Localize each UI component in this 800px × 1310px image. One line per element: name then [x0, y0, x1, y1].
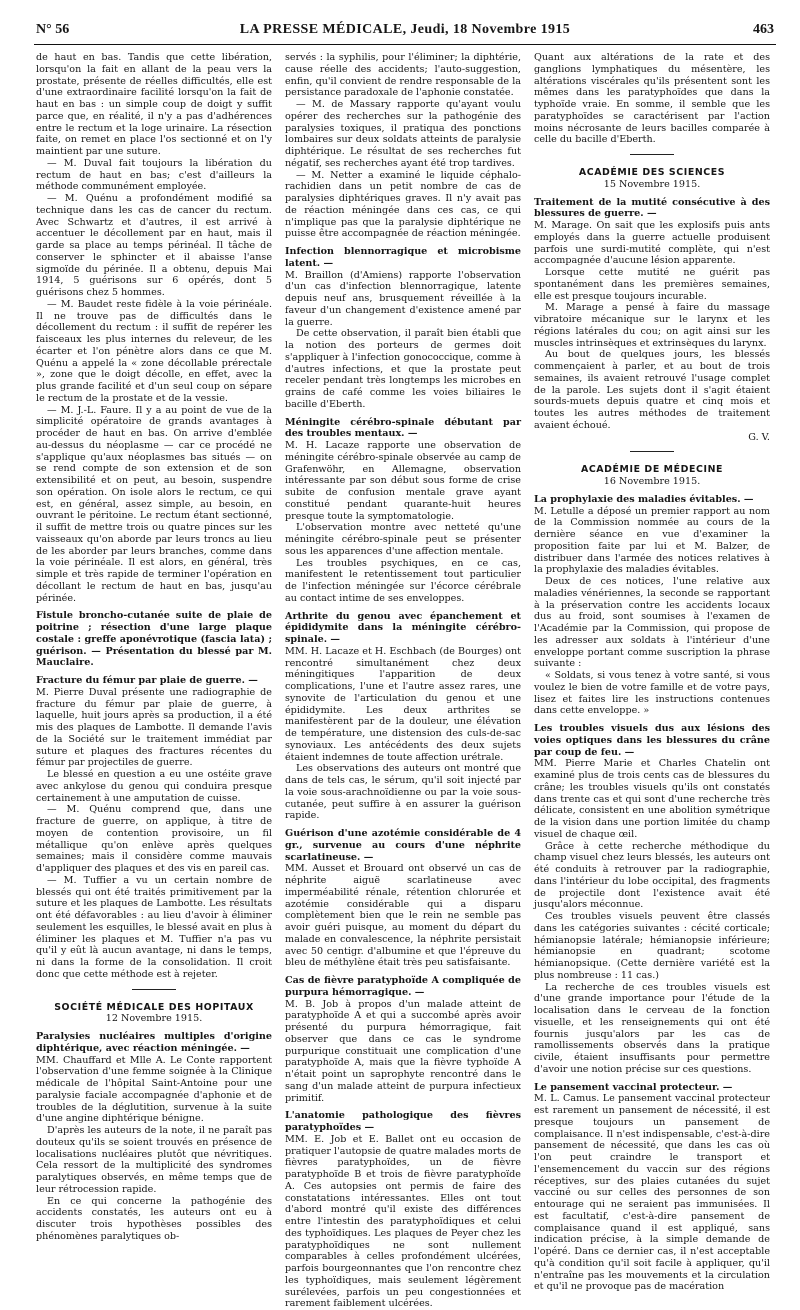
- session-date: 12 Novembre 1915.: [105, 1013, 203, 1025]
- paragraph: M. Marage. On sait que les explosifs puis ants employés dans la guerre actuelle produisent parfois une surdi-mutité complète, qui n'est accompagnée d'aucune lésion apparente.: [534, 220, 770, 267]
- paragraph: La recherche de ces troubles visuels est d'une grande importance pour l'étude de la localisation dans le cerveau de la fonction visuelle, et les renseignements qui ont été fournis jusqu'alors par les cas de ramollissements observés dans la pratique civile, étaient insuffisants pour permettre d'avoir une notion précise sur ces questions.: [534, 981, 770, 1075]
- article-heading: Les troubles visuels dus aux lésions des voies optiques dans les blessures du crâne par coup de feu. —: [534, 723, 770, 758]
- article-heading: Méningite cérébro-spinale débutant par des troubles mentaux. —: [285, 416, 521, 440]
- section-title: SOCIÉTÉ MÉDICALE DES HOPITAUX: [54, 1001, 254, 1013]
- paragraph: — M. de Massary rapporte qu'ayant voulu opérer des recherches sur la pathogénie des paralysies toxiques, il pratiqua des ponctions lombaires sur deux soldats atteints de paralysie diphtérique. Le résultat de ses recherches fut négatif, ses recherches ayant été trop tardives.: [285, 99, 521, 169]
- paragraph: Les observations des auteurs ont montré que dans de tels cas, le sérum, qu'il soit injecté par la voie sous-arachnoïdienne ou par la voie sous-cutanée, peut suffire à en assurer la guérison rapide.: [285, 763, 521, 822]
- paragraph: Le blessé en question a eu une ostéite grave avec ankylose du genou qui conduira presque certainement à une amputation de cuisse.: [36, 769, 272, 804]
- paragraph: — M. Quénu comprend que, dans une fracture de guerre, on applique, à titre de moyen de contention provisoire, un fil métallique qu'on enlève après quelques semaines; mais il considère comme mauvais d'appliquer des plaques et des vis en pareil cas.: [36, 804, 272, 874]
- paragraph: MM. Chauffard et Mlle A. Le Conte rapportent l'observation d'une femme soignée à la Clinique médicale de l'hôpital Saint-Antoine pour une paralysie faciale accompagnée d'aphonie et de troubles de la déglutition, survenue à la suite d'une angine diphtérique bénigne.: [36, 1054, 272, 1125]
- session-date: 15 Novembre 1915.: [603, 178, 701, 190]
- paragraph: M. L. Camus. Le pansement vaccinal protecteur est rarement un pansement de nécessité, il est presque toujours un pansement de complaisance. Il n'est indispensable, c'est-à-dire pansement de nécessité, que dans les cas où l'on peut craindre le transport et l'ensemencement du vaccin sur des régions réceptives, sur des plaies cutanées du sujet vacciné ou sur celles des personnes de son entourage qui ne seraient pas immunisées. Il est facultatif, c'est-à-dire pansement de complaisance quand il est appliqué, sans indication précise, à la simple demande de l'opéré. Dans ce dernier cas, il n'est acceptable qu'à condition qu'il soit facile à appliquer, qu'il n'entraîne pas les mouvements et la circulation et qu'il ne provoque pas de macération: [534, 1093, 770, 1293]
- paragraph: M. Braillon (d'Amiens) rapporte l'observation d'un cas d'infection blennorragique, latente depuis neuf ans, brusquement réveillée à la faveur d'un changement d'existence amené par la guerre.: [285, 269, 521, 328]
- section-divider: [132, 989, 176, 990]
- article-heading: Fracture du fémur par plaie de guerre. —: [36, 675, 258, 686]
- article-heading: Paralysies nucléaires multiples d'origine diphtérique, avec réaction méningée. —: [36, 1031, 272, 1054]
- paragraph: De cette observation, il paraît bien établi que la notion des porteurs de germes doit s'appliquer à l'infection gonococcique, comme à d'autres infections, et que la prostate peut receler pendant très longtemps les microbes en grains de café comme les voies biliaires le bacille d'Eberth.: [285, 328, 521, 410]
- paragraph: Lorsque cette mutité ne guérit pas spontanément dans les premières semaines, elle est presque toujours incurable.: [534, 267, 770, 302]
- paragraph: — M. Netter a examiné le liquide céphalo-rachidien dans un petit nombre de cas de paralysies diphtériques graves. Il n'y avait pas de réaction méningée dans ces cas, ce qui n'implique pas que la paralysie diphtérique ne puisse être accompagnée de réaction méningée.: [285, 169, 521, 240]
- paragraph: de haut en bas. Tandis que cette libération, lorsqu'on la fait en allant de la peau vers la prostate, présente de réelles difficultés, elle est d'une extraordinaire facilité lorsqu'on la fait de haut en bas : un simple coup de doigt y suffit parce que, en réalité, il n'y a pas d'adhérences entre le rectum et la loge urinaire. La résection faite, on remet en place l'os sectionné et on l'y maintient par une suture.: [36, 52, 272, 157]
- column-middle: [285, 52, 521, 1310]
- paragraph: Au bout de quelques jours, les blessés commençaient à parler, et au bout de trois semaines, ils avaient retrouvé l'usage complet de la parole. Les sujets dont il s'agit étaient sourds-muets depuis quatre et cinq mois et toutes les autres méthodes de traitement avaient échoué.: [534, 349, 770, 431]
- article-heading: Cas de fièvre paratyphoïde A compliquée de purpura hémorragique. —: [285, 975, 521, 998]
- paragraph: — M. Duval fait toujours la libération du rectum de haut en bas; c'est d'ailleurs la méthode communément employée.: [36, 157, 272, 193]
- paragraph: — M. Quénu a profondément modifié sa technique dans les cas de cancer du rectum. Avec Schwartz et d'autres, il est arrivé à accentuer le décollement par en haut, mais il garde sa place au temps périnéal. Il tâche de conserver le sphincter et il abaisse l'anse sigmoïde du périnée. Il a obtenu, depuis Mai 1914, 5 guérisons sur 6 opérés, dont 5 guérisons chez 5 hommes.: [36, 193, 272, 298]
- paragraph: « Soldats, si vous tenez à votre santé, si vous voulez le bien de votre famille et de votre pays, lisez et faites lire les instructions contenues dans cette enveloppe. »: [534, 670, 770, 717]
- paragraph: Deux de ces notices, l'une relative aux maladies vénériennes, la seconde se rapportant à la préservation contre les accidents locaux dus au froid, sont soumises à l'examen de l'Académie par la Commission, qui propose de les adresser aux soldats à l'intérieur d'une enveloppe portant comme suscription la phrase suivante :: [534, 576, 770, 670]
- paragraph: servés : la syphilis, pour l'éliminer; la diphtérie, cause réelle des accidents; l'auto-suggestion, enfin, qu'il convient de rendre responsable de la persistance paradoxale de l'aphonie constatée.: [285, 52, 521, 99]
- session-date: 16 Novembre 1915.: [603, 476, 701, 487]
- paragraph: — M. Baudet reste fidèle à la voie périnéale. Il ne trouve pas de difficultés dans le décollement du rectum : il suffit de repérer les faisceaux les plus internes du releveur, de les écarter et l'on pénètre alors dans ce que M. Quénu a appelé la « zone décollable prérectale », zone que le doigt décolle, en effet, avec la plus grande facilité et d'un seul coup on sépare le rectum de la prostate et de la vessie.: [36, 298, 272, 404]
- article-heading: Infection blennorragique et microbisme latent. —: [285, 246, 521, 269]
- article-heading: La prophylaxie des maladies évitables. —: [534, 493, 754, 505]
- author-signature: G. V.: [748, 431, 770, 443]
- paragraph: MM. H. Lacaze et H. Eschbach (de Bourges) ont rencontré simultanément chez deux méningitiques l'apparition de deux complications, l'une et l'autre assez rares, une synovite de l'articulation du genou et une épididymite. Les deux arthrites se manifestèrent par de la douleur, une élévation de température, une distension des culs-de-sac synoviaux. Les antécédents des deux sujets étaient indemnes de toute affection urétrale.: [285, 645, 521, 763]
- article-heading: Fistule broncho-cutanée suite de plaie de poitrine ; résection d'une large plaque costale : greffe aponévrotique (fascia lata) ; guérison. — Présentation du blessé par M. Mauclaire.: [36, 610, 272, 669]
- paragraph: Les troubles psychiques, en ce cas, manifestent le retentissement tout particulier de l'infection méningée sur l'écorce cérébrale au contact intime de ses enveloppes.: [285, 557, 521, 604]
- column-left: [36, 52, 272, 1242]
- paragraph: — M. J.-L. Faure. Il y a au point de vue de la simplicité opératoire de grands avantages à procéder de haut en bas. On arrive d'emblée au-dessus du néoplasme — car ce procédé ne s'applique qu'aux néoplasmes bas situés — on se rend compte de son extension et de son extensibilité et on peut, au besoin, suspendre son opération. On isole alors le rectum, ce qui est, en général, assez simple, au besoin, en ouvrant le péritoine. Le rectum étant sectionné, il suffit de mettre trois ou quatre pinces sur les vaisseaux qu'on aborde par leurs troncs au lieu de les aborder par leurs branches, comme dans la voie périnéale. Il est alors, en général, très simple et très rapide de terminer l'opération en décollant le rectum de haut en bas, jusqu'au périnée.: [36, 404, 272, 604]
- paragraph: M. Pierre Duval présente une radiographie de fracture du fémur par plaie de guerre, à laquelle, huit jours après sa production, il a été mis des plaques de Lambotte. Il demande l'avis de la Société sur le traitement immédiat par suture et plaques des fractures récentes du fémur par projectiles de guerre.: [36, 686, 272, 769]
- paragraph: MM. Pierre Marie et Charles Chatelin ont examiné plus de trois cents cas de blessures du crâne; les troubles visuels qu'ils ont constatés dans trente cas et qui sont d'une recherche très délicate, consistent en une abolition symétrique de la vision dans une portion limitée du champ visuel de chaque œil.: [534, 758, 770, 840]
- paragraph: M. Letulle a déposé un premier rapport au nom de la Commission nommée au cours de la dernière séance en vue d'examiner la proposition faite par lui et M. Balzer, de distribuer dans l'armée des notices relatives à la prophylaxie des maladies évitables.: [534, 505, 770, 576]
- section-title: ACADÉMIE DE MÉDECINE: [580, 464, 724, 476]
- paragraph: MM. E. Job et E. Ballet ont eu occasion de pratiquer l'autopsie de quatre malades morts de fièvres paratyphoïdes, un de fièvre paratyphoïde B et trois de fièvre paratyphoïde A. Ces autopsies ont permis de faire des constatations intéressantes. Elles ont tout d'abord montré qu'il existe des différences entre l'intestin des paratyphoïdiques et celui des typhoïdiques. Les plaques de Peyer chez les paratyphoïdiques ne sont nullement comparables à celles profondément ulcérées, parfois bourgeonnantes que l'on rencontre chez les typhoïdiques, mais seulement légèrement surélevées, parfois un peu congestionnées et rarement faiblement ulcérées.: [285, 1133, 521, 1310]
- paragraph: MM. Ausset et Brouard ont observé un cas de néphrite aiguë scarlatineuse avec imperméabilité rénale, rétention chlorurée et azotémie considérable qui a disparu complètement bien que le rein ne semble pas avoir guéri puisque, au moment du départ du malade en convalescence, la néphrite persistait avec 50 centigr. d'albumine et que l'épreuve du bleu de méthylène était très peu satisfaisante.: [285, 863, 521, 969]
- paragraph: M. H. Lacaze rapporte une observation de méningite cérébro-spinale observée au camp de Grafenwöhr, en Allemagne, observation intéressante par son début sous forme de crise subite de confusion mentale grave ayant constitué pendant quarante-huit heures presque toute la symptomatologie.: [285, 440, 521, 522]
- paragraph: L'observation montre avec netteté qu'une méningite cérébro-spinale peut se présenter sous les apparences d'une affection mentale.: [285, 522, 521, 557]
- journal-title: LA PRESSE MÉDICALE, Jeudi, 18 Novembre 1915: [239, 22, 571, 37]
- header-rule: [34, 44, 776, 45]
- paragraph: — M. Tuffier a vu un certain nombre de blessés qui ont été traités primitivement par la suture et les plaques de Lambotte. Les résultats ont été défavorables : au lieu d'avoir à éliminer seulement les esquilles, le blessé avait en plus à éliminer les plaques et M. Tuffier n'a pas vu qu'il y eût là aucun avantage, ni dans le temps, ni dans la forme de la consolidation. Il croit donc que cette méthode est à rejeter.: [36, 874, 272, 980]
- article-heading: Guérison d'une azotémie considérable de 4 gr., survenue au cours d'une néphrite scarlatineuse. —: [285, 828, 521, 863]
- paragraph: M. Marage a pensé à faire du massage vibratoire mécanique sur le larynx et les régions latérales du cou; on agit ainsi sur les muscles intrinsèques et extrinsèques du larynx.: [534, 302, 770, 349]
- article-heading: Traitement de la mutité consécutive à des blessures de guerre. —: [534, 196, 770, 220]
- article-heading: L'anatomie pathologique des fièvres paratyphoïdes —: [285, 1110, 521, 1133]
- paragraph: D'après les auteurs de la note, il ne paraît pas douteux qu'ils se soient trouvés en présence de localisations nucléaires plutôt que névritiques. Cela ressort de la multiplicité des syndromes paralytiques observés, en même temps que de leur rétrocession rapide.: [36, 1125, 272, 1195]
- paragraph: M. B. Job à propos d'un malade atteint de paratyphoïde A et qui a succombé après avoir présenté du purpura hémorragique, fait observer que dans ce cas le syndrome purpurique constituait une complication d'une paratyphoïde A, mais que la fièvre typhoïde A n'était point un saprophyte rencontré dans le sang d'un malade atteint de purpura infectieux primitif.: [285, 998, 521, 1104]
- article-heading: Le pansement vaccinal protecteur. —: [534, 1081, 733, 1093]
- paragraph: En ce qui concerne la pathogénie des accidents constatés, les auteurs ont eu à discuter trois hypothèses possibles des phénomènes paralytiques ob-: [36, 1195, 272, 1242]
- paragraph: Grâce à cette recherche méthodique du champ visuel chez leurs blessés, les auteurs ont été conduits à retrouver par la radiographie, dans l'intérieur du lobe occipital, des fragments de projectile dont l'existence avait été jusqu'alors méconnue.: [534, 840, 770, 911]
- paragraph: Ces troubles visuels peuvent être classés dans les catégories suivantes : cécité corticale; hémianopsie latérale; hémianopsie inférieure; hémianopsie en quadrant; scotome hémianopsique. (Cette dernière variété est la plus nombreuse : 11 cas.): [534, 911, 770, 981]
- section-divider: [630, 154, 674, 155]
- article-heading: Arthrite du genou avec épanchement et épididymite dans la méningite cérébro-spinale. —: [285, 610, 521, 645]
- page-number: 463: [753, 22, 774, 37]
- column-right: [534, 52, 770, 1293]
- section-title: ACADÉMIE DES SCIENCES: [578, 167, 726, 178]
- page-header: [36, 22, 774, 38]
- paragraph: Quant aux altérations de la rate et des ganglions lymphatiques du mésentère, les altérations viscérales qu'ils présentent sont les mêmes dans les paratyphoïdes que dans la typhoïde vraie. En somme, il semble que les paratyphoïdes se caractérisent par l'action moins nécrosante de leurs bacilles comparée à celle du bacille d'Eberth.: [534, 52, 770, 146]
- section-divider: [630, 451, 674, 452]
- issue-number: N° 56: [36, 22, 70, 37]
